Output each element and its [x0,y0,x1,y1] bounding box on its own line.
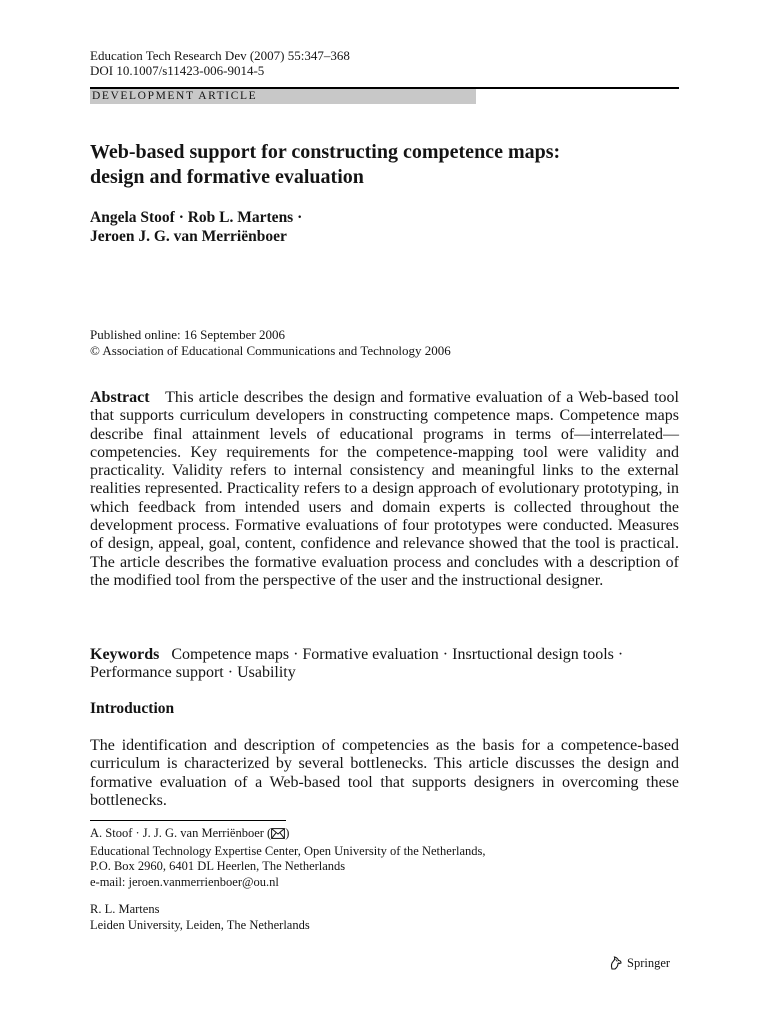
springer-horse-icon [608,955,624,971]
publisher-mark [608,955,670,971]
published-date: Published online: 16 September 2006 [90,327,285,342]
footnote-line: Educational Technology Expertise Center, Open University of the Netherlands, [90,843,486,858]
envelope-icon [271,828,285,844]
footnote-line: P.O. Box 2960, 6401 DL Heerlen, The Netherlands [90,859,346,873]
article-type-label: DEVELOPMENT ARTICLE [92,90,258,102]
abstract-label: Abstract [90,389,150,406]
footnote-authors [90,826,690,844]
footnote-authors-text: A. Stoof · J. J. G. van Merriënboer ( [90,826,272,840]
publication-info [90,327,690,358]
abstract [90,389,679,590]
footnote-rule [90,820,286,821]
keywords [90,646,679,683]
footnote-email: e-mail: jeroen.vanmerrienboer@ou.nl [90,874,279,889]
title-line: design and formative evaluation [90,166,364,188]
doi: DOI 10.1007/s11423-006-9014-5 [90,63,265,78]
author-list [90,208,690,246]
introduction-paragraph: The identification and description of competencies as the basis for a competence-based curriculum is characterized by several bottlenecks. This article discusses the design and formative evaluation of a Web-based tool that supports designers in overcoming these bottlenecks. [90,737,679,809]
footnote-line: Leiden University, Leiden, The Netherlands [90,917,310,932]
copyright-notice: © Association of Educational Communications and Technology 2006 [90,342,451,358]
footnote-authors-close: ) [285,826,290,840]
section-heading-introduction: Introduction [90,700,175,717]
publisher-name: Springer [627,956,671,970]
journal-citation: Education Tech Research Dev (2007) 55:347–368 [90,48,350,63]
affiliation-footnote-2 [90,902,690,933]
title-line: Web-based support for constructing competence maps: [90,141,561,163]
author-line: Angela Stoof · Rob L. Martens · [90,209,303,226]
keywords-text: Competence maps · Formative evaluation · Insrtuctional design tools · Performance support · Usability [90,646,624,682]
abstract-text: This article describes the design and formative evaluation of a Web-based tool that supports curriculum developers in constructing competence maps. Competence maps describe final attainment levels of educational programs in terms of—interrelated—competencies. Key requirements for the competence-mapping tool were validity and practicality. Validity refers to internal consistency and meaningful links to the external realities represented. Practicality refers to a design approach of evolutionary prototyping, in which feedback from intended users and domain experts is collected throughout the development process. Formative evaluations of four prototypes were conducted. Measures of design, appeal, goal, content, confidence and relevance showed that the tool is practical. The article describes the formative evaluation process and concludes with a description of the modified tool from the perspective of the user and the instructional designer. [90,389,679,589]
affiliation-footnote [90,826,690,890]
article-title [90,140,690,190]
article-type-bar [90,89,476,104]
footnote-line: R. L. Martens [90,902,160,916]
keywords-label: Keywords [90,646,160,663]
author-line: Jeroen J. G. van Merriënboer [90,228,287,245]
